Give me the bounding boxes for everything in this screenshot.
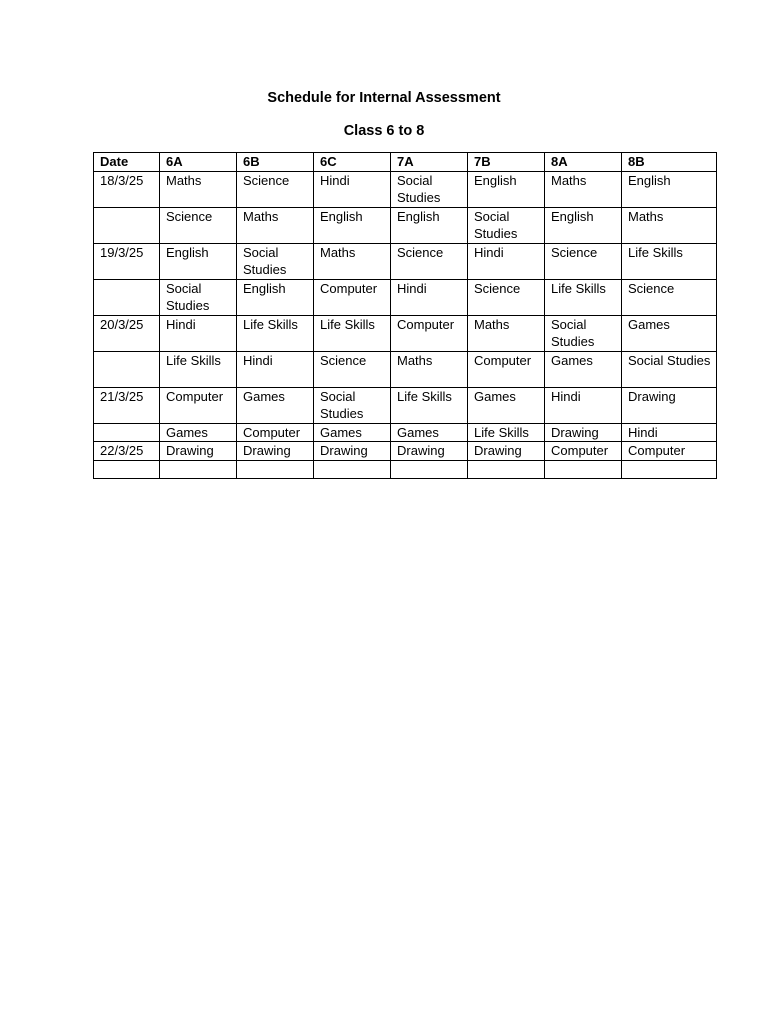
table-cell: Maths (391, 351, 468, 387)
table-row (94, 442, 717, 461)
table-cell: Life Skills (314, 315, 391, 351)
table-cell: Social Studies (622, 351, 717, 387)
table-cell: Games (622, 315, 717, 351)
table-cell: Life Skills (160, 351, 237, 387)
header-7b: 7B (468, 153, 545, 172)
table-cell: Computer (622, 442, 717, 461)
table-row (94, 315, 717, 351)
table-cell: English (314, 207, 391, 243)
table-cell: Social Studies (545, 315, 622, 351)
table-cell: Hindi (160, 315, 237, 351)
table-row (94, 423, 717, 442)
table-cell: Computer (237, 423, 314, 442)
table-cell: Life Skills (468, 423, 545, 442)
page-title: Schedule for Internal Assessment (267, 90, 501, 106)
table-cell (545, 460, 622, 478)
table-cell: Games (237, 387, 314, 423)
table-cell: Social Studies (468, 207, 545, 243)
header-8b: 8B (622, 153, 717, 172)
table-cell: Science (622, 279, 717, 315)
table-cell: Hindi (314, 171, 391, 207)
table-cell: Games (391, 423, 468, 442)
table-cell: Science (160, 207, 237, 243)
table-cell: Science (391, 243, 468, 279)
table-cell: Drawing (314, 442, 391, 461)
table-cell: Games (545, 351, 622, 387)
table-row (94, 171, 717, 207)
date-cell (94, 460, 160, 478)
table-cell: Hindi (545, 387, 622, 423)
table-cell: Life Skills (391, 387, 468, 423)
table-row (94, 387, 717, 423)
table-cell: Hindi (468, 243, 545, 279)
table-row (94, 460, 717, 478)
header-6a: 6A (160, 153, 237, 172)
table-cell: English (160, 243, 237, 279)
header-6b: 6B (237, 153, 314, 172)
table-cell: Computer (468, 351, 545, 387)
date-cell: 20/3/25 (94, 315, 160, 351)
table-cell: Social Studies (160, 279, 237, 315)
table-cell: Drawing (468, 442, 545, 461)
table-cell: Science (545, 243, 622, 279)
table-cell (391, 460, 468, 478)
table-cell: Computer (314, 279, 391, 315)
table-cell: Science (237, 171, 314, 207)
table-cell: Computer (160, 387, 237, 423)
table-cell: Social Studies (391, 171, 468, 207)
date-cell: 18/3/25 (94, 171, 160, 207)
table-cell: Drawing (160, 442, 237, 461)
header-6c: 6C (314, 153, 391, 172)
table-cell: English (545, 207, 622, 243)
date-cell: 19/3/25 (94, 243, 160, 279)
table-cell: Science (314, 351, 391, 387)
table-row (94, 243, 717, 279)
table-cell: English (468, 171, 545, 207)
header-8a: 8A (545, 153, 622, 172)
table-row (94, 279, 717, 315)
date-cell (94, 423, 160, 442)
table-cell: Hindi (391, 279, 468, 315)
table-cell: Drawing (622, 387, 717, 423)
table-cell: Life Skills (237, 315, 314, 351)
table-cell (314, 460, 391, 478)
table-cell: Games (160, 423, 237, 442)
table-cell (622, 460, 717, 478)
table-cell: Maths (468, 315, 545, 351)
table-cell: Drawing (237, 442, 314, 461)
table-cell: Maths (237, 207, 314, 243)
table-cell: Hindi (237, 351, 314, 387)
table-cell: English (391, 207, 468, 243)
header-7a: 7A (391, 153, 468, 172)
table-cell: Maths (160, 171, 237, 207)
table-cell (160, 460, 237, 478)
date-cell: 22/3/25 (94, 442, 160, 461)
table-cell: Science (468, 279, 545, 315)
table-cell: Life Skills (622, 243, 717, 279)
table-cell: Computer (545, 442, 622, 461)
table-cell: Computer (391, 315, 468, 351)
table-cell (468, 460, 545, 478)
table-cell: Maths (545, 171, 622, 207)
table-cell: Hindi (622, 423, 717, 442)
table-cell: Maths (622, 207, 717, 243)
table-cell (237, 460, 314, 478)
table-row (94, 351, 717, 387)
date-cell (94, 279, 160, 315)
table-header-row (94, 153, 717, 172)
date-cell (94, 351, 160, 387)
header-date: Date (94, 153, 160, 172)
date-cell: 21/3/25 (94, 387, 160, 423)
table-cell: Drawing (391, 442, 468, 461)
table-cell: English (622, 171, 717, 207)
table-cell: English (237, 279, 314, 315)
table-cell: Games (468, 387, 545, 423)
page-subtitle: Class 6 to 8 (343, 123, 425, 139)
schedule-table (93, 152, 717, 479)
table-cell: Social Studies (237, 243, 314, 279)
table-cell: Social Studies (314, 387, 391, 423)
table-cell: Drawing (545, 423, 622, 442)
table-cell: Games (314, 423, 391, 442)
date-cell (94, 207, 160, 243)
table-cell: Maths (314, 243, 391, 279)
table-row (94, 207, 717, 243)
table-cell: Life Skills (545, 279, 622, 315)
